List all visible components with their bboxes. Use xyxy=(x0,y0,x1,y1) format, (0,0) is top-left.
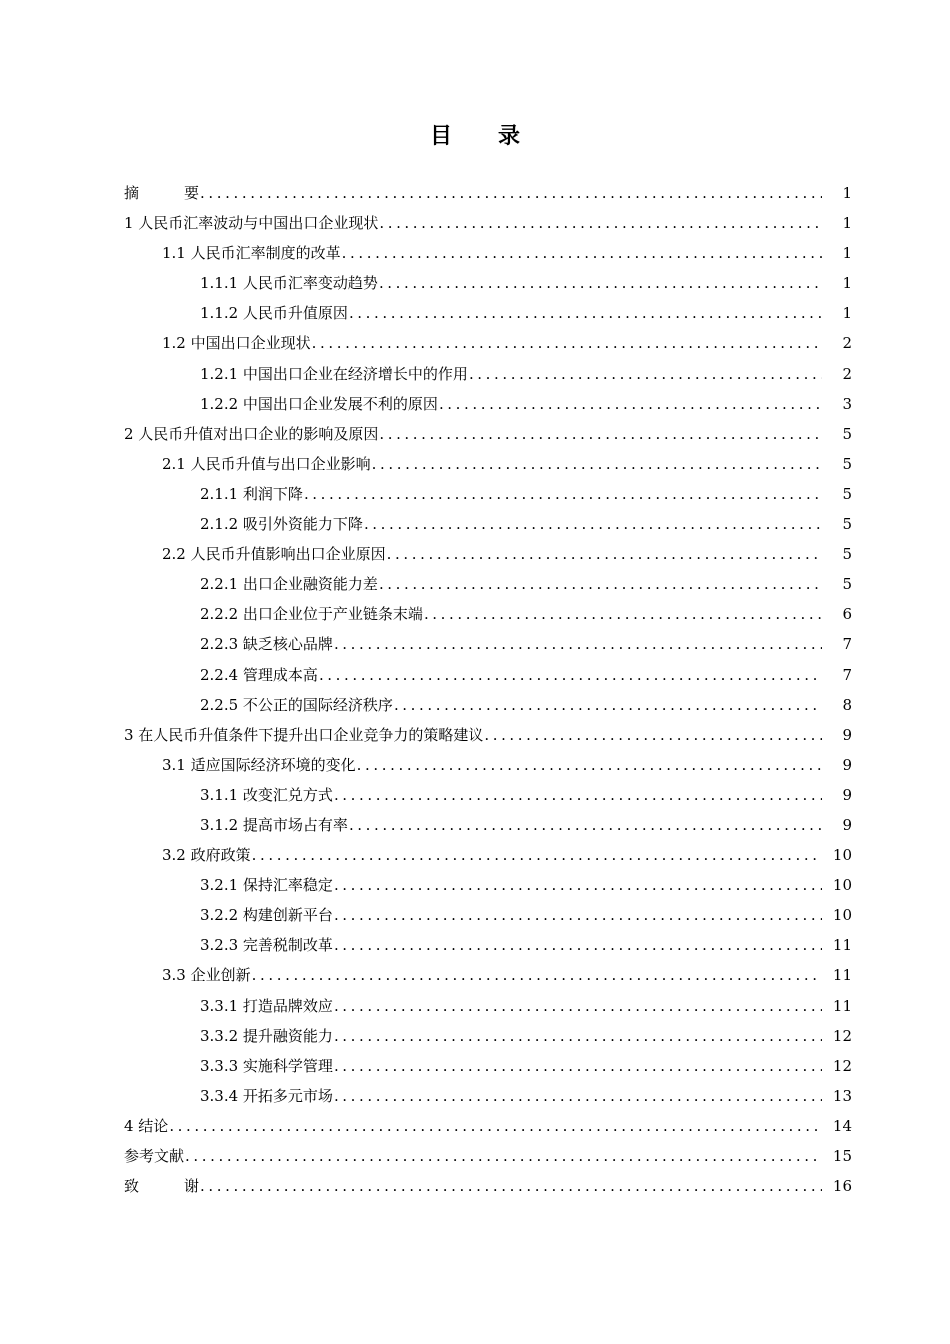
toc-page-number: 11 xyxy=(832,996,852,1015)
toc-page-number: 1 xyxy=(842,214,852,233)
page-title xyxy=(0,118,950,154)
toc-dot-leader xyxy=(200,1171,822,1201)
toc-entry-title: 3.3.4 开拓多元市场 xyxy=(200,1086,333,1105)
toc-page-number: 13 xyxy=(832,1086,852,1105)
toc-entry[interactable] xyxy=(124,479,852,509)
toc-entry[interactable] xyxy=(124,720,852,750)
toc-dot-leader xyxy=(200,178,822,208)
toc-entry-title xyxy=(124,1171,199,1201)
toc-entry-title: 1.2.1 中国出口企业在经济增长中的作用 xyxy=(200,364,468,383)
toc-page-number: 6 xyxy=(842,605,852,624)
toc-page-number: 9 xyxy=(842,785,852,804)
toc-entry[interactable] xyxy=(124,960,852,990)
toc-page-number: 1 xyxy=(842,304,852,323)
toc-dot-leader xyxy=(379,208,822,238)
toc-page-number: 2 xyxy=(842,334,852,353)
toc-dot-leader xyxy=(252,960,822,990)
toc-dot-leader xyxy=(364,509,822,539)
toc-dot-leader xyxy=(357,750,822,780)
toc-entry[interactable] xyxy=(124,1141,852,1171)
toc-entry-title: 2.2.3 缺乏核心品牌 xyxy=(200,635,333,654)
toc-entry[interactable] xyxy=(124,1171,852,1201)
toc-dot-leader xyxy=(334,1081,822,1111)
toc-page-number: 7 xyxy=(842,665,852,684)
toc-entry[interactable] xyxy=(124,208,852,238)
toc-entry-title: 2.2.2 出口企业位于产业链条末端 xyxy=(200,605,423,624)
toc-entry[interactable] xyxy=(124,238,852,268)
toc-page-number: 2 xyxy=(842,364,852,383)
toc-page-number: 8 xyxy=(842,695,852,714)
toc-entry[interactable] xyxy=(124,1081,852,1111)
toc-entry[interactable] xyxy=(124,870,852,900)
toc-page-number: 10 xyxy=(832,846,852,865)
toc-dot-leader xyxy=(349,298,822,328)
toc-page-number: 7 xyxy=(842,635,852,654)
toc-entry[interactable] xyxy=(124,1021,852,1051)
toc-entry[interactable] xyxy=(124,1051,852,1081)
toc-entry-title: 3 在人民币升值条件下提升出口企业竞争力的策略建议 xyxy=(124,725,484,744)
toc-dot-leader xyxy=(349,810,822,840)
title-char-1: 目 xyxy=(429,123,452,149)
toc-entry[interactable] xyxy=(124,298,852,328)
toc-page-number: 11 xyxy=(832,966,852,985)
toc-entry-title: 1.1.2 人民币升值原因 xyxy=(200,304,348,323)
toc-dot-leader xyxy=(342,238,822,268)
toc-entry[interactable] xyxy=(124,629,852,659)
toc-entry[interactable] xyxy=(124,840,852,870)
toc-dot-leader xyxy=(334,900,822,930)
toc-page-number: 9 xyxy=(842,815,852,834)
toc-entry-title: 3.2.3 完善税制改革 xyxy=(200,936,333,955)
table-of-contents xyxy=(124,178,852,1201)
toc-entry[interactable] xyxy=(124,509,852,539)
toc-dot-leader xyxy=(469,359,822,389)
toc-entry-title-part: 谢 xyxy=(184,1177,200,1196)
toc-dot-leader xyxy=(424,599,822,629)
toc-dot-leader xyxy=(379,268,822,298)
toc-page-number: 11 xyxy=(832,936,852,955)
toc-page-number: 9 xyxy=(842,725,852,744)
toc-page-number: 1 xyxy=(842,184,852,202)
toc-page-number: 9 xyxy=(842,755,852,774)
toc-entry-title-part: 要 xyxy=(184,184,200,202)
toc-page-number: 5 xyxy=(842,575,852,594)
toc-entry-title: 3.2.2 构建创新平台 xyxy=(200,906,333,925)
toc-dot-leader xyxy=(394,690,822,720)
toc-dot-leader xyxy=(439,389,822,419)
toc-entry[interactable] xyxy=(124,750,852,780)
toc-entry-title: 3.1 适应国际经济环境的变化 xyxy=(162,755,356,774)
toc-entry[interactable] xyxy=(124,599,852,629)
toc-entry[interactable] xyxy=(124,991,852,1021)
toc-entry-title: 参考文献 xyxy=(124,1147,185,1165)
toc-entry[interactable] xyxy=(124,900,852,930)
toc-dot-leader xyxy=(312,328,822,358)
toc-page-number: 12 xyxy=(832,1026,852,1045)
toc-page-number: 1 xyxy=(842,244,852,263)
toc-entry-title-part: 致 xyxy=(124,1177,140,1196)
toc-entry[interactable] xyxy=(124,690,852,720)
toc-entry-title: 1 人民币汇率波动与中国出口企业现状 xyxy=(124,214,379,233)
toc-entry[interactable] xyxy=(124,569,852,599)
toc-page-number: 5 xyxy=(842,484,852,503)
toc-dot-leader xyxy=(304,479,822,509)
toc-entry-title: 1.2.2 中国出口企业发展不利的原因 xyxy=(200,394,438,413)
toc-entry-title: 2.2 人民币升值影响出口企业原因 xyxy=(162,545,386,564)
toc-entry-title: 2 人民币升值对出口企业的影响及原因 xyxy=(124,424,379,443)
toc-dot-leader xyxy=(334,780,822,810)
toc-entry-title: 4 结论 xyxy=(124,1116,169,1135)
toc-entry[interactable] xyxy=(124,539,852,569)
toc-entry[interactable] xyxy=(124,660,852,690)
toc-dot-leader xyxy=(334,870,822,900)
toc-page-number: 12 xyxy=(832,1056,852,1075)
toc-entry-title: 3.2 政府政策 xyxy=(162,846,251,865)
toc-entry-title: 3.3.2 提升融资能力 xyxy=(200,1026,333,1045)
toc-dot-leader xyxy=(334,991,822,1021)
toc-page-number: 5 xyxy=(842,515,852,534)
toc-entry-title-part: 摘 xyxy=(124,184,140,202)
toc-page-number: 10 xyxy=(832,876,852,895)
toc-entry[interactable] xyxy=(124,419,852,449)
toc-page-number: 10 xyxy=(832,906,852,925)
toc-entry[interactable] xyxy=(124,449,852,479)
toc-entry-title: 3.1.1 改变汇兑方式 xyxy=(200,785,333,804)
toc-entry-title: 3.1.2 提高市场占有率 xyxy=(200,815,348,834)
toc-entry-title: 3.3 企业创新 xyxy=(162,966,251,985)
toc-dot-leader xyxy=(387,539,822,569)
toc-dot-leader xyxy=(334,629,822,659)
toc-entry[interactable] xyxy=(124,268,852,298)
toc-dot-leader xyxy=(372,449,822,479)
toc-entry[interactable] xyxy=(124,359,852,389)
toc-entry-title: 3.3.3 实施科学管理 xyxy=(200,1056,333,1075)
toc-dot-leader xyxy=(484,720,822,750)
toc-dot-leader xyxy=(185,1141,822,1171)
toc-entry-title: 2.1.1 利润下降 xyxy=(200,484,303,503)
toc-dot-leader xyxy=(319,660,822,690)
toc-entry-title: 1.1 人民币汇率制度的改革 xyxy=(162,244,341,263)
toc-dot-leader xyxy=(379,569,822,599)
toc-entry[interactable] xyxy=(124,178,852,208)
toc-page-number: 5 xyxy=(842,424,852,443)
toc-page-number: 5 xyxy=(842,454,852,473)
toc-entry-title: 2.1 人民币升值与出口企业影响 xyxy=(162,454,371,473)
toc-dot-leader xyxy=(334,1051,822,1081)
toc-dot-leader xyxy=(334,930,822,960)
toc-entry-title xyxy=(124,178,199,208)
toc-entry[interactable] xyxy=(124,930,852,960)
toc-dot-leader xyxy=(252,840,822,870)
toc-entry[interactable] xyxy=(124,389,852,419)
toc-page-number: 15 xyxy=(832,1147,852,1165)
toc-entry-title: 1.1.1 人民币汇率变动趋势 xyxy=(200,274,378,293)
title-char-2: 录 xyxy=(498,123,521,149)
toc-entry-title: 1.2 中国出口企业现状 xyxy=(162,334,311,353)
toc-dot-leader xyxy=(334,1021,822,1051)
toc-entry[interactable] xyxy=(124,810,852,840)
toc-entry[interactable] xyxy=(124,780,852,810)
toc-page-number: 5 xyxy=(842,545,852,564)
toc-dot-leader xyxy=(169,1111,822,1141)
toc-entry-title: 3.3.1 打造品牌效应 xyxy=(200,996,333,1015)
toc-page-number: 14 xyxy=(832,1116,852,1135)
toc-dot-leader xyxy=(379,419,822,449)
toc-entry-title: 2.1.2 吸引外资能力下降 xyxy=(200,515,363,534)
toc-entry[interactable] xyxy=(124,1111,852,1141)
toc-entry[interactable] xyxy=(124,328,852,358)
toc-entry-title: 3.2.1 保持汇率稳定 xyxy=(200,876,333,895)
toc-entry-title: 2.2.4 管理成本高 xyxy=(200,665,318,684)
toc-page-number: 16 xyxy=(832,1177,852,1196)
toc-entry-title: 2.2.5 不公正的国际经济秩序 xyxy=(200,695,393,714)
toc-entry-title: 2.2.1 出口企业融资能力差 xyxy=(200,575,378,594)
toc-page-number: 3 xyxy=(842,394,852,413)
toc-page-number: 1 xyxy=(842,274,852,293)
